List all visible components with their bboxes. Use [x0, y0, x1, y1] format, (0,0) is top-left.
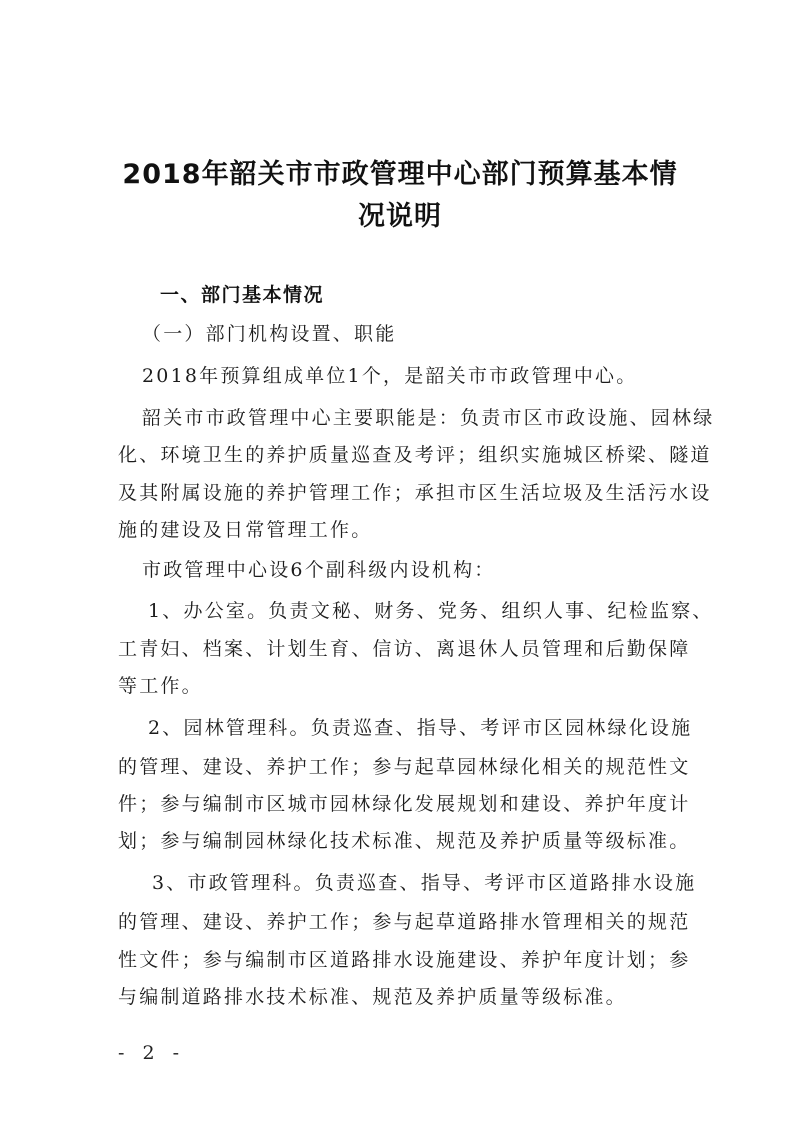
paragraph-line: 件；参与编制市区城市园林绿化发展规划和建设、养护年度计 — [118, 793, 691, 815]
paragraph-line: 工青妇、档案、计划生育、信访、离退休人员管理和后勤保障 — [118, 638, 691, 660]
paragraph-line: 2、园林管理科。负责巡查、指导、考评市区园林绿化设施 — [148, 717, 693, 739]
paragraph-line: 的管理、建设、养护工作；参与起草园林绿化相关的规范性文 — [118, 756, 691, 778]
paragraph-line: 韶关市市政管理中心主要职能是：负责市区市政设施、园林绿 — [142, 407, 715, 429]
paragraph-line: 等工作。 — [118, 675, 203, 697]
paragraph-line: 市政管理中心设6个副科级内设机构： — [142, 559, 496, 581]
paragraph-line: 与编制道路排水技术标准、规范及养护质量等级标准。 — [118, 986, 627, 1008]
paragraph-line: 及其附属设施的养护管理工作；承担市区生活垃圾及生活污水设 — [118, 482, 712, 504]
document-title-line-2: 况说明 — [358, 201, 442, 232]
subsection-heading: （一）部门机构设置、职能 — [142, 323, 397, 345]
paragraph-line: 1、办公室。负责文秘、财务、党务、组织人事、纪检监察、 — [148, 600, 714, 622]
paragraph-line: 施的建设及日常管理工作。 — [118, 519, 373, 541]
paragraph-line: 划；参与编制园林绿化技术标准、规范及养护质量等级标准。 — [118, 830, 691, 852]
paragraph-line: 3、市政管理科。负责巡查、指导、考评市区道路排水设施 — [152, 872, 697, 894]
paragraph-line: 性文件；参与编制市区道路排水设施建设、养护年度计划；参 — [118, 949, 691, 971]
page-number: - 2 - — [118, 1042, 186, 1064]
paragraph-line: 2018年预算组成单位1个，是韶关市市政管理中心。 — [142, 365, 638, 387]
paragraph-line: 的管理、建设、养护工作；参与起草道路排水管理相关的规范 — [118, 911, 691, 933]
section-heading: 一、部门基本情况 — [160, 284, 325, 306]
paragraph-line: 化、环境卫生的养护质量巡查及考评；组织实施城区桥梁、隧道 — [118, 444, 712, 466]
document-title-line-1: 2018年韶关市市政管理中心部门预算基本情 — [122, 159, 678, 190]
